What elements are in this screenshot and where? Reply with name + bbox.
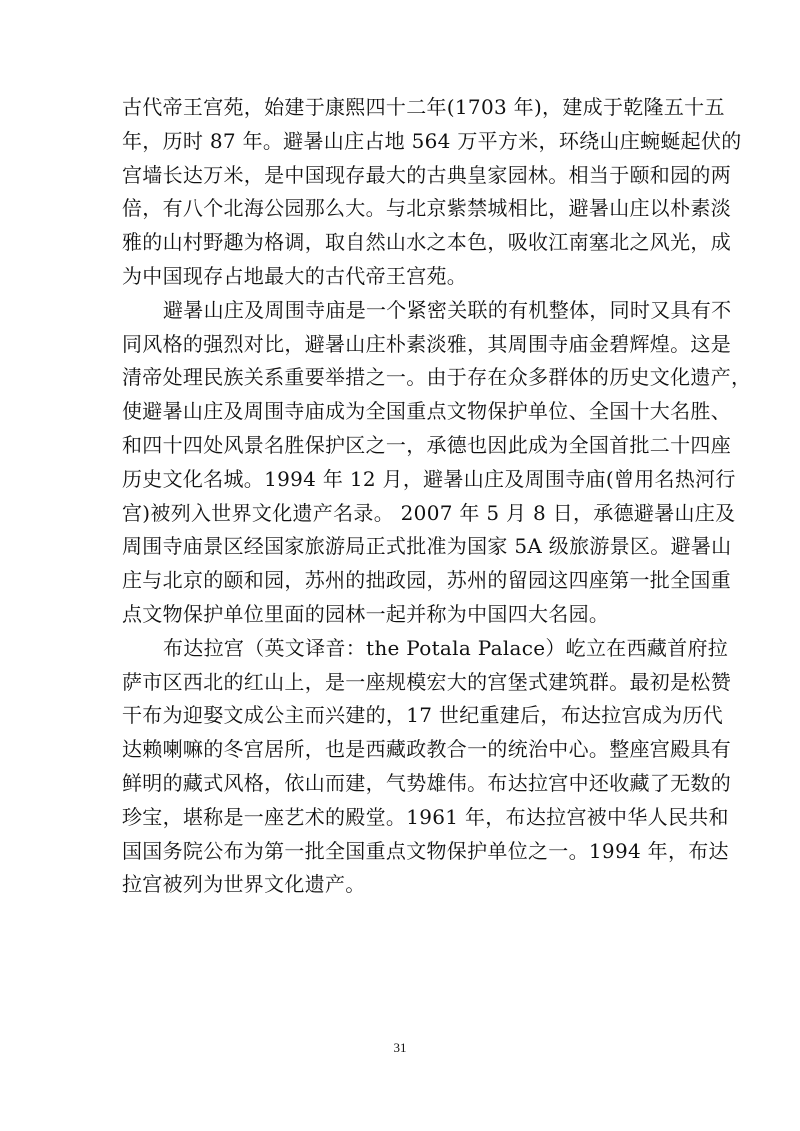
text-line: 干布为迎娶文成公主而兴建的，17 世纪重建后，布达拉宫成为历代: [122, 703, 724, 728]
text-line: 达赖喇嘛的冬宫居所，也是西藏政教合一的统治中心。整座宫殿具有: [122, 737, 731, 762]
text-line: 倍，有八个北海公园那么大。与北京紫禁城相比，避暑山庄以朴素淡: [122, 196, 731, 221]
text-line: 萨市区西北的红山上，是一座规模宏大的宫堡式建筑群。最初是松赞: [122, 669, 731, 694]
text-line: 珍宝，堪称是一座艺术的殿堂。1961 年，布达拉宫被中华人民共和: [122, 804, 729, 829]
text-line: 庄与北京的颐和园，苏州的拙政园，苏州的留园这四座第一批全国重: [122, 568, 731, 593]
text-line: 古代帝王宫苑，始建于康熙四十二年(1703 年)，建成于乾隆五十五: [122, 95, 725, 119]
text-line: 历史文化名城。1994 年 12 月，避暑山庄及周围寺庙(曾用名热河行: [122, 466, 736, 491]
paragraph-potala-palace: [122, 632, 731, 902]
text-line: 宫)被列入世界文化遗产名录。 2007 年 5 月 8 日，承德避暑山庄及: [122, 500, 736, 525]
text-line: 鲜明的藏式风格，依山而建，气势雄伟。布达拉宫中还收藏了无数的: [122, 770, 731, 795]
text-line: 雅的山村野趣为格调，取自然山水之本色，吸收江南塞北之风光，成: [122, 230, 731, 255]
paragraph-mountain-resort-temples: [122, 294, 752, 632]
page-number: 31: [393, 1040, 407, 1055]
document-body: [122, 91, 752, 902]
text-line: 避暑山庄及周围寺庙是一个紧密关联的有机整体，同时又具有不: [163, 297, 732, 322]
text-line: 同风格的强烈对比，避暑山庄朴素淡雅，其周围寺庙金碧辉煌。这是: [122, 331, 731, 356]
text-line: 年，历时 87 年。避暑山庄占地 564 万平方米，环绕山庄蜿蜒起伏的: [122, 128, 742, 153]
text-line: 点文物保护单位里面的园林一起并称为中国四大名园。: [122, 601, 610, 626]
text-line: 为中国现存占地最大的古代帝王宫苑。: [122, 263, 468, 288]
text-line: 拉宫被列为世界文化遗产。: [122, 872, 366, 897]
text-line: 清帝处理民族关系重要举措之一。由于存在众多群体的历史文化遗产，: [122, 365, 752, 390]
paragraph-mountain-resort-intro: [122, 91, 742, 294]
text-line: 国国务院公布为第一批全国重点文物保护单位之一。1994 年，布达: [122, 838, 729, 863]
text-line: 周围寺庙景区经国家旅游局正式批准为国家 5A 级旅游景区。避暑山: [122, 534, 732, 559]
text-line: 和四十四处风景名胜保护区之一，承德也因此成为全国首批二十四座: [122, 432, 731, 457]
text-line: 使避暑山庄及周围寺庙成为全国重点文物保护单位、全国十大名胜、: [122, 399, 731, 424]
text-line: 宫墙长达万米，是中国现存最大的古典皇家园林。相当于颐和园的两: [122, 162, 731, 187]
text-line: 布达拉宫（英文译音：the Potala Palace）屹立在西藏首府拉: [163, 635, 729, 660]
